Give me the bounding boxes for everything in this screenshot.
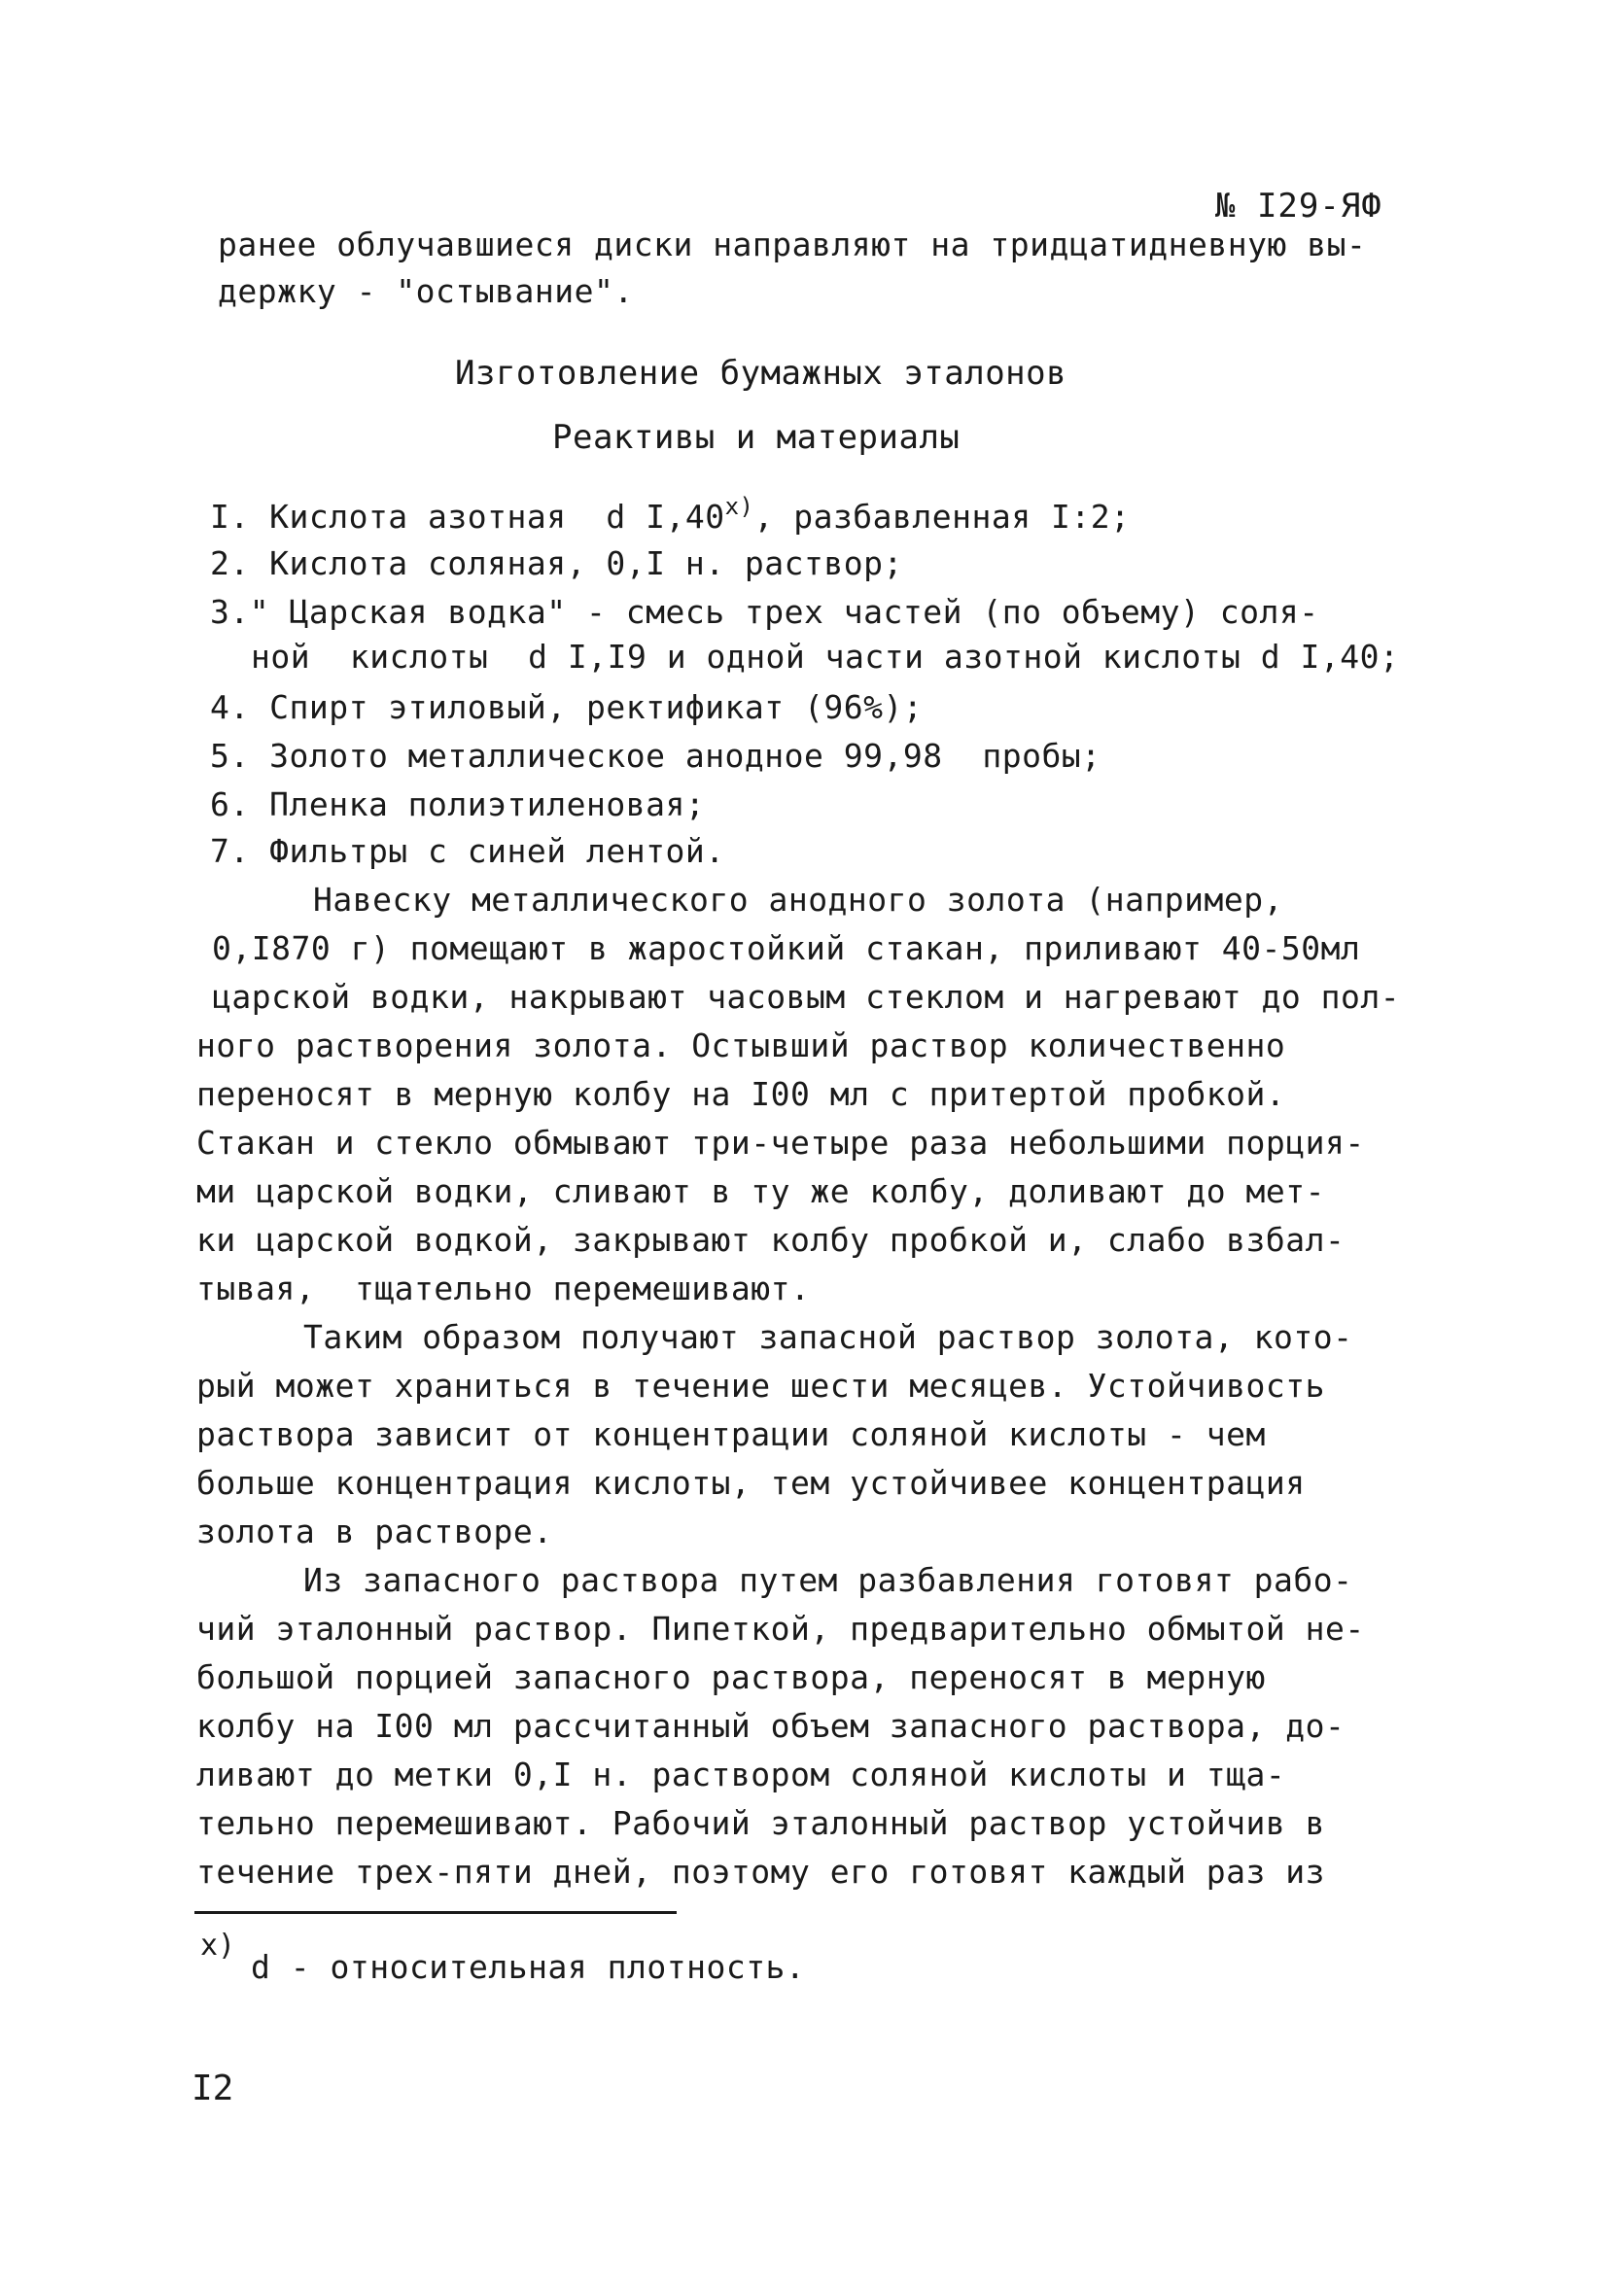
list-item-1-text-end: , разбавленная I:2;: [753, 498, 1131, 536]
section-subtitle: Реактивы и материалы: [552, 418, 961, 457]
footnote-text: d - относительная плотность.: [251, 1948, 806, 1986]
paragraph-1-line-5: переносят в мерную колбу на I00 мл с притертой пробкой.: [196, 1075, 1286, 1113]
paragraph-3-line-4: колбу на I00 мл рассчитанный объем запасного раствора, до-: [196, 1707, 1346, 1745]
paragraph-3-line-2: чий эталонный раствор. Пипеткой, предварительно обмытой не-: [196, 1610, 1365, 1648]
paragraph-1-line-4: ного растворения золота. Остывший раствор количественно: [196, 1026, 1286, 1064]
paragraph-3-line-5: ливают до метки 0,I н. раствором соляной кислоты и тща-: [196, 1756, 1286, 1793]
list-item-3: 3." Царская водка" - смесь трех частей (по объему) соля-: [210, 593, 1319, 631]
paragraph-2-line-1: Таким образом получают запасной раствор золота, кото-: [303, 1318, 1353, 1356]
paragraph-3-line-6: тельно перемешивают. Рабочий эталонный раствор устойчив в: [196, 1804, 1325, 1842]
intro-line-1: ранее облучавшиеся диски направляют на тридцатидневную вы-: [218, 226, 1367, 263]
list-item-6: 6. Пленка полиэтиленовая;: [210, 785, 706, 823]
paragraph-1-line-3: царской водки, накрывают часовым стеклом и нагревают до пол-: [212, 978, 1401, 1016]
paragraph-1-line-7: ми царской водки, сливают в ту же колбу, доливают до мет-: [196, 1172, 1325, 1210]
intro-line-2: держку - "остывание".: [218, 272, 634, 310]
list-item-7: 7. Фильтры с синей лентой.: [210, 832, 725, 870]
list-item-1: [210, 493, 1131, 537]
footnote-mark: x): [200, 1929, 236, 1963]
paragraph-3-line-3: большой порцией запасного раствора, переносят в мерную: [196, 1658, 1266, 1696]
list-item-3-continued: ной кислоты d I,I9 и одной части азотной кислоты d I,40;: [251, 638, 1400, 676]
paragraph-1-line-9: тывая, тщательно перемешивают.: [196, 1270, 811, 1307]
section-title: Изготовление бумажных эталонов: [455, 354, 1067, 393]
list-item-4: 4. Спирт этиловый, ректификат (96%);: [210, 688, 924, 726]
document-number: № I29-ЯФ: [1215, 187, 1382, 226]
footnote-reference: x): [724, 493, 754, 520]
paragraph-2-line-5: золота в растворе.: [196, 1513, 553, 1550]
paragraph-1-line-6: Стакан и стекло обмывают три-четыре раза небольшими порция-: [196, 1124, 1365, 1162]
paragraph-2-line-3: раствора зависит от концентрации соляной кислоты - чем: [196, 1415, 1266, 1453]
list-item-1-text: I. Кислота азотная d I,40: [210, 498, 725, 536]
paragraph-1-line-2: 0,I870 г) помещают в жаростойкий стакан, приливают 40-50мл: [212, 929, 1361, 967]
list-item-5: 5. Золото металлическое анодное 99,98 пробы;: [210, 737, 1101, 775]
paragraph-3-line-7: течение трех-пяти дней, поэтому его готовят каждый раз из: [196, 1853, 1325, 1891]
paragraph-2-line-4: больше концентрация кислоты, тем устойчивее концентрация: [196, 1464, 1306, 1502]
footnote-separator: [194, 1911, 677, 1914]
page-number: I2: [192, 2069, 234, 2108]
paragraph-2-line-2: рый может храниться в течение шести месяцев. Устойчивость: [196, 1367, 1325, 1405]
paragraph-3-line-1: Из запасного раствора путем разбавления готовят рабо-: [303, 1561, 1353, 1599]
list-item-2: 2. Кислота соляная, 0,I н. раствор;: [210, 544, 903, 582]
paragraph-1-line-8: ки царской водкой, закрывают колбу пробкой и, слабо взбал-: [196, 1221, 1346, 1259]
paragraph-1-line-1: Навеску металлического анодного золота (например,: [313, 881, 1284, 919]
